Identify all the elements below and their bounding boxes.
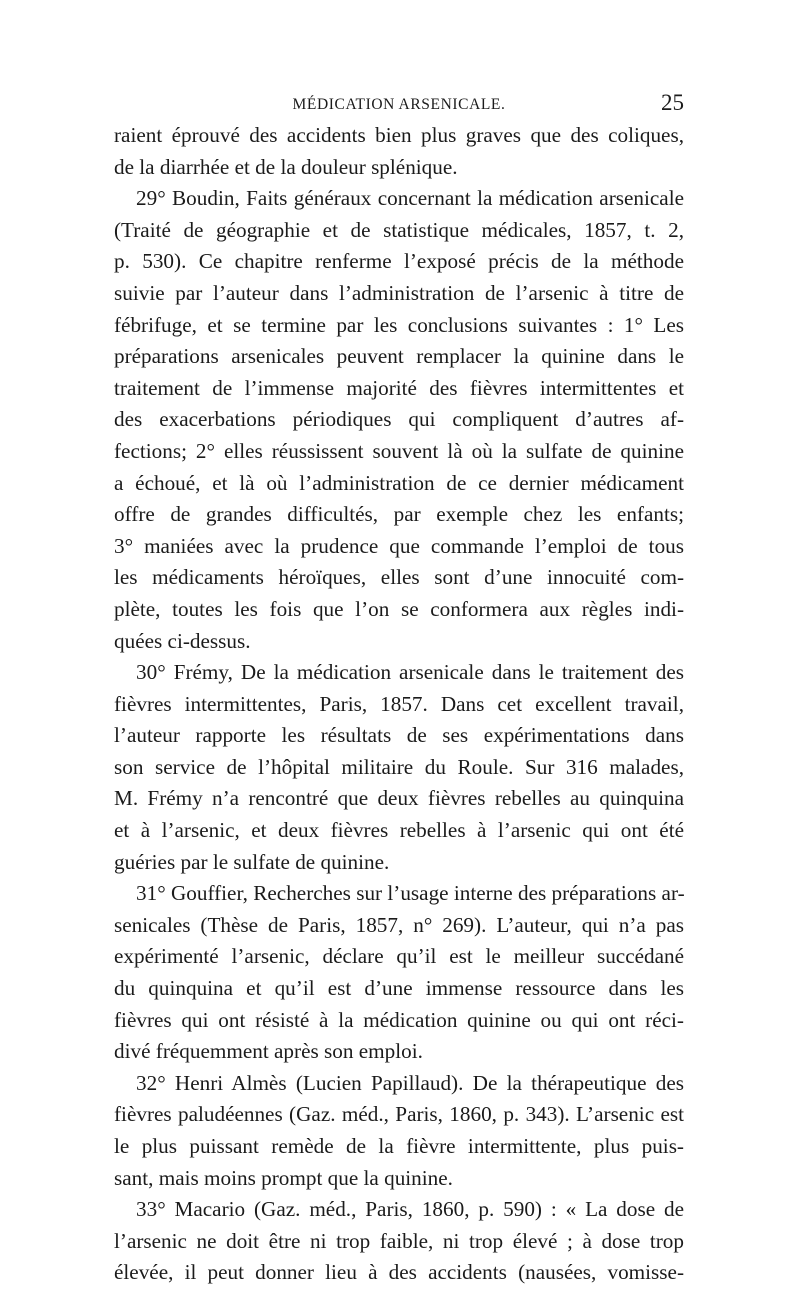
text-line: des exacerbations périodiques qui compliquent d’autres af- xyxy=(114,407,684,432)
text-line: son service de l’hôpital militaire du Roule. Sur 316 malades, xyxy=(114,754,684,779)
text-line: préparations arsenicales peuvent remplacer la quinine dans le xyxy=(114,344,684,369)
running-header xyxy=(114,88,684,118)
text-line: 32° Henri Almès (Lucien Papillaud). De la thérapeutique des xyxy=(136,1070,684,1095)
text-line: traitement de l’immense majorité des fièvres intermittentes et xyxy=(114,375,684,400)
text-line: fièvres paludéennes (Gaz. méd., Paris, 1860, p. 343). L’arsenic est xyxy=(114,1102,684,1127)
text-line: guéries par le sulfate de quinine. xyxy=(114,849,390,874)
text-line: raient éprouvé des accidents bien plus graves que des coliques, xyxy=(114,123,684,147)
text-line: et à l’arsenic, et deux fièvres rebelles à l’arsenic qui ont été xyxy=(114,818,684,843)
book-page xyxy=(114,88,684,1289)
text-line: sant, mais moins prompt que la quinine. xyxy=(114,1165,453,1190)
page-number: 25 xyxy=(661,90,684,115)
text-line: 31° Gouffier, Recherches sur l’usage interne des préparations ar- xyxy=(136,881,685,906)
text-line: du quinquina et qu’il est d’une immense ressource dans les xyxy=(114,976,684,1001)
text-line: quées ci-dessus. xyxy=(114,628,251,653)
running-title: MÉDICATION ARSENICALE. xyxy=(292,96,506,113)
text-line: suivie par l’auteur dans l’administration de l’arsenic à titre de xyxy=(114,280,684,305)
text-line: plète, toutes les fois que l’on se conformera aux règles indi- xyxy=(114,596,684,621)
text-line: l’arsenic ne doit être ni trop faible, ni trop élevé ; à dose trop xyxy=(114,1228,684,1253)
text-line: fièvres qui ont résisté à la médication quinine ou qui ont réci- xyxy=(114,1007,684,1032)
text-line: fections; 2° elles réussissent souvent là où la sulfate de quinine xyxy=(114,438,684,463)
text-line: expérimenté l’arsenic, déclare qu’il est le meilleur succédané xyxy=(114,944,684,969)
text-line: élevée, il peut donner lieu à des accidents (nausées, vomisse- xyxy=(114,1260,684,1285)
text-line: a échoué, et là où l’administration de ce dernier médicament xyxy=(114,470,684,495)
text-line: fébrifuge, et se termine par les conclusions suivantes : 1° Les xyxy=(114,312,684,337)
text-line: divé fréquemment après son emploi. xyxy=(114,1039,423,1064)
text-line: 3° maniées avec la prudence que commande l’emploi de tous xyxy=(114,533,684,558)
text-line: senicales (Thèse de Paris, 1857, n° 269). L’auteur, qui n’a pas xyxy=(114,912,684,937)
body-text xyxy=(114,120,684,1289)
text-line: fièvres intermittentes, Paris, 1857. Dans cet excellent travail, xyxy=(114,691,684,716)
text-line: (Traité de géographie et de statistique médicales, 1857, t. 2, xyxy=(114,217,684,242)
text-line: M. Frémy n’a rencontré que deux fièvres rebelles au quinquina xyxy=(114,786,684,811)
text-line: les médicaments héroïques, elles sont d’une innocuité com- xyxy=(114,565,684,590)
text-line: 29° Boudin, Faits généraux concernant la médication arsenicale xyxy=(136,186,684,211)
text-line: de la diarrhée et de la douleur splénique. xyxy=(114,154,458,179)
text-line: l’auteur rapporte les résultats de ses expérimentations dans xyxy=(114,723,684,748)
text-line: le plus puissant remède de la fièvre intermittente, plus puis- xyxy=(114,1134,684,1158)
text-line: offre de grandes difficultés, par exemple chez les enfants; xyxy=(114,502,684,527)
text-line: 30° Frémy, De la médication arsenicale dans le traitement des xyxy=(136,660,684,685)
text-line: p. 530). Ce chapitre renferme l’exposé précis de la méthode xyxy=(114,249,684,274)
text-line: 33° Macario (Gaz. méd., Paris, 1860, p. 590) : « La dose de xyxy=(136,1197,684,1222)
